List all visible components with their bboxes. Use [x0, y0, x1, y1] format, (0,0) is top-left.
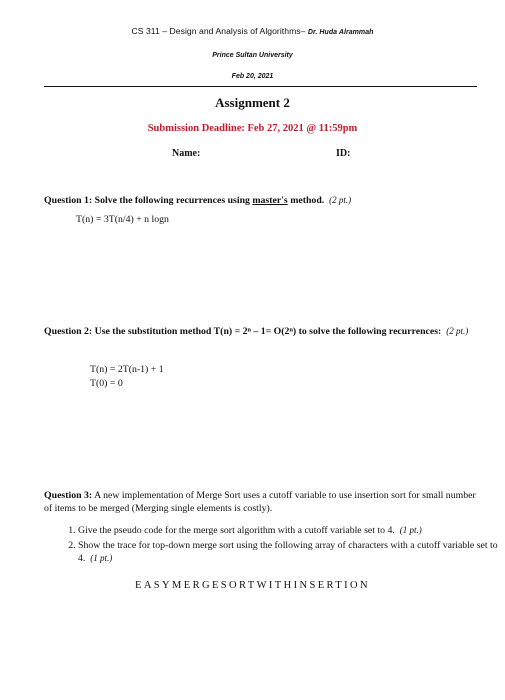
question-1-points: (2 pt.) [329, 195, 352, 205]
name-field-label: Name: [172, 148, 201, 159]
question-2-equation-2: T(0) = 0 [90, 378, 123, 389]
page-title: Assignment 2 [215, 95, 290, 110]
question-2 [44, 325, 484, 338]
header-divider [44, 86, 477, 87]
question-2-equation-1: T(n) = 2T(n-1) + 1 [90, 364, 164, 375]
question-1-label: Question 1: Solve the following recurrences using [44, 195, 250, 206]
question-1-method: master's [252, 195, 288, 206]
list-item: 2. Show the trace for top-down merge sort using the following array of characters with a cutoff variable set to 4. (1 pt.) [78, 539, 503, 565]
course-title: CS 311 – Design and Analysis of Algorithms– [131, 26, 306, 36]
course-header [0, 26, 505, 36]
university-name: Prince Sultan University [212, 52, 293, 59]
question-2-points: (2 pt.) [446, 326, 469, 336]
question-1-label-end: method. [290, 195, 325, 206]
question-3-text: A new implementation of Merge Sort uses a cutoff variable to use insertion sort for small number of items to be merged (Merging single elements is costly). [44, 490, 476, 514]
question-3-label: Question 3: [44, 490, 93, 501]
instructor-name: Dr. Huda Alrammah [307, 29, 374, 36]
question-1 [44, 194, 484, 207]
list-item-points: (1 pt.) [399, 525, 422, 535]
list-item-points: (1 pt.) [90, 553, 113, 563]
list-item: 1. Give the pseudo code for the merge sort algorithm with a cutoff variable set to 4. (1 pt.) [78, 524, 503, 537]
question-3-list [60, 524, 503, 567]
issue-date: Feb 20, 2021 [231, 73, 274, 80]
character-array: EASYMERGESORTWITHINSERTION [135, 580, 370, 591]
question-1-equation: T(n) = 3T(n/4) + n logn [76, 214, 169, 225]
submission-deadline: Submission Deadline: Feb 27, 2021 @ 11:59pm [147, 123, 358, 134]
id-field-label: ID: [336, 148, 351, 159]
question-2-label: Question 2: Use the substitution method T(n) = 2ⁿ – 1= O(2ⁿ) to solve the following recurrences: [44, 326, 442, 337]
question-3 [44, 489, 484, 515]
